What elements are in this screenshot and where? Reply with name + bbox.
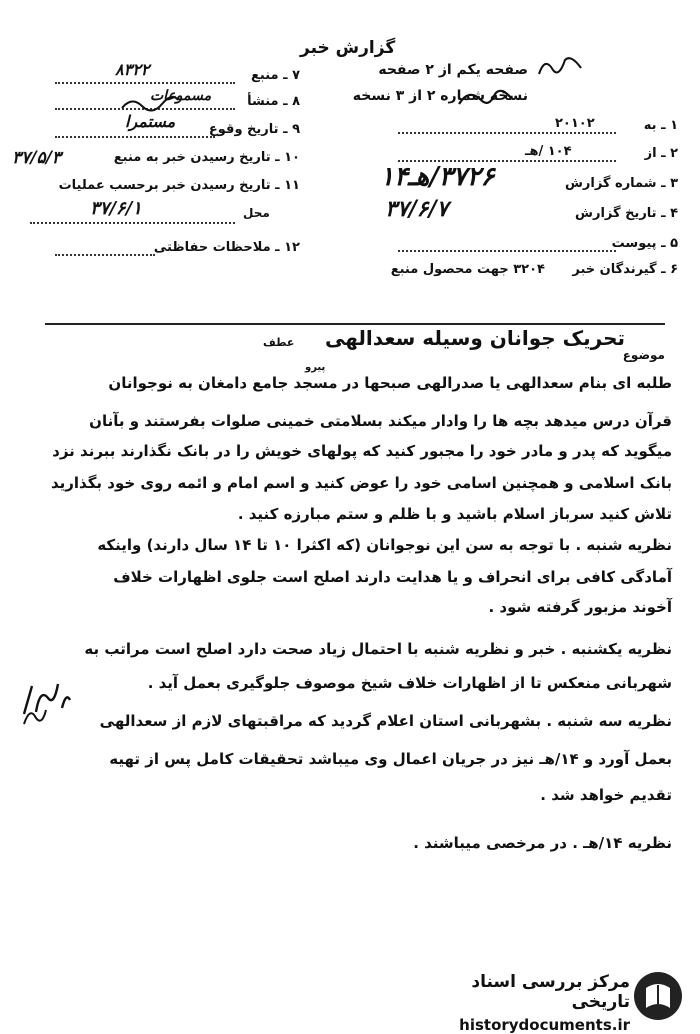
place-label: محل — [243, 206, 270, 220]
body-line: تلاش کنید سرباز اسلام باشید و با ظلم و ستم مبارزه کنید . — [237, 505, 672, 523]
from-label: ۲ ـ از — [644, 146, 678, 161]
occurrence-date-label: ۹ ـ تاریخ وقوع — [208, 122, 300, 137]
attachment-label: ۵ ـ پیوست — [611, 236, 678, 251]
follow-up-note: پیرو — [305, 362, 326, 373]
report-title: گزارش خبر — [300, 38, 396, 58]
source-value: ۸۳۲۲ — [115, 60, 150, 79]
handwritten-signature-mark — [120, 94, 180, 114]
body-line: نظریه سه شنبه . بشهربانی استان اعلام گردید که مراقبتهای لازم از سعدالهی — [99, 712, 672, 730]
dotted-line — [55, 82, 235, 84]
handwritten-signature-mark — [20, 702, 50, 728]
received-date-label: ۱۰ ـ تاریخ رسیدن خبر به منبع — [113, 150, 300, 165]
handwritten-signature-mark — [535, 52, 585, 80]
separator-line — [45, 323, 665, 325]
security-notes-label: ۱۲ ـ ملاحظات حفاظتی — [153, 240, 300, 255]
source-label: ۷ ـ منبع — [251, 68, 300, 83]
body-line: تقدیم خواهد شد . — [540, 786, 672, 804]
origin-label: ۸ ـ منشأ — [247, 94, 300, 109]
body-line: شهربانی منعکس تا از اظهارات خلاف شیخ موصوف جلوگیری بعمل آید . — [147, 674, 672, 692]
body-line: بعمل آورد و ۱۴/هـ نیز در جریان اعمال وی میباشد تحقیقات کامل پس از تهیه — [109, 750, 672, 768]
body-line: قرآن درس میدهد بچه ها را وادار میکند بسلامتی خمینی صلوات بفرستند و بآنان — [89, 412, 672, 430]
report-number-label: ۳ ـ شماره گزارش — [564, 176, 678, 191]
body-line: نظریه ۱۴/هـ . در مرخصی میباشند . — [413, 834, 672, 852]
dotted-line — [398, 250, 616, 252]
recipients-label: ۶ ـ گیرندگان خبر — [572, 262, 678, 277]
subject-label: موضوع — [622, 348, 665, 362]
dotted-line — [398, 132, 616, 134]
dotted-line — [55, 136, 215, 138]
place-value: ۳۷/۶/۱ — [90, 198, 142, 219]
operations-date-label: ۱۱ ـ تاریخ رسیدن خبر برحسب عملیات — [58, 178, 300, 193]
body-line: بانک اسلامی و همچنین اسامی خود را عوض کنید و اسم امام و ائمه روی خود بگذارید — [50, 474, 672, 492]
report-date-value: ۳۷/۶/۷ — [385, 196, 449, 222]
handwritten-signature-mark — [455, 84, 515, 110]
archive-logo-icon — [632, 970, 684, 1022]
subject-text: تحریک جوانان وسیله سعدالهی — [324, 326, 625, 350]
body-line: میگوید که پدر و مادر خود را مجبور کنید که پولهای خویش را در بانک نگذارند ببرند نزد — [52, 442, 672, 460]
from-value: ۱۰۴ /هـ — [525, 144, 572, 159]
reference-note: عطف — [263, 336, 295, 349]
received-date-value: ۳۷/۵/۳ — [12, 148, 61, 168]
occurrence-date-value: مستمرا — [125, 112, 176, 131]
body-line: طلبه ای بنام سعدالهی یا صدرالهی صبحها در مسجد جامع دامغان به نوجوانان — [108, 374, 672, 392]
origin-value: مسموعات — [150, 88, 212, 104]
to-label: ۱ ـ به — [643, 118, 678, 133]
dotted-line — [30, 222, 235, 224]
body-line: آمادگی کافی برای انحراف و یا هدایت دارند اصلح است جلوی اظهارات خلاف — [113, 568, 672, 586]
archive-url[interactable]: historydocuments.ir — [459, 1016, 630, 1034]
body-line: نظریه شنبه . با توجه به سن این نوجوانان (که اکثرا ۱۰ تا ۱۴ سال دارند) واینکه — [97, 536, 672, 554]
page-number: صفحه یکم از ۲ صفحه — [378, 62, 528, 78]
body-line: نظریه یکشنبه . خبر و نظریه شنبه با احتمال زیاد صحت دارد اصلح است مراتب به — [84, 640, 672, 658]
to-value: ۲۰۱۰۲ — [555, 116, 595, 131]
report-date-label: ۴ ـ تاریخ گزارش — [575, 206, 678, 221]
dotted-line — [55, 254, 155, 256]
archive-name: مرکز بررسی اسناد تاریخی — [471, 972, 630, 1012]
body-line: آخوند مزبور گرفته شود . — [488, 598, 672, 616]
report-number-value: ۳۷۲۶/هـ۱۴ — [380, 162, 495, 192]
recipients-value: ۳۲۰۴ جهت محصول منبع — [390, 262, 545, 277]
copy-number: نسخه شماره ۲ از ۳ نسخه — [352, 88, 528, 104]
